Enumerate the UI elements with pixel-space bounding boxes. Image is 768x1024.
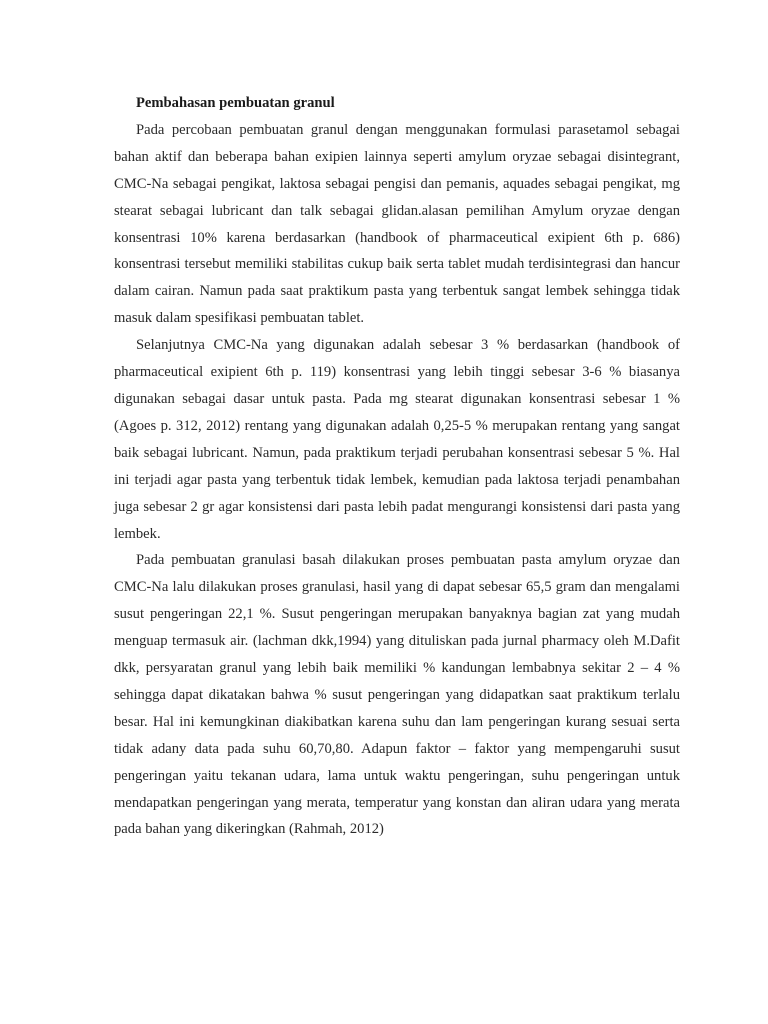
- section-heading: Pembahasan pembuatan granul: [136, 95, 335, 111]
- paragraph-1: Pada percobaan pembuatan granul dengan menggunakan formulasi parasetamol sebagai bahan aktif dan beberapa bahan exipien lainnya seperti amylum oryzae sebagai disintegrant, CMC-Na sebagai pengikat, laktosa sebagai pengisi dan pemanis, aquades sebagai pengikat, mg stearat sebagai lubricant dan talk sebagai glidan.alasan pemilihan Amylum oryzae dengan konsentrasi 10% karena berdasarkan (handbook of pharmaceutical exipient 6th p. 686) konsentrasi tersebut memiliki stabilitas cukup baik serta tablet mudah terdisintegrasi dan hancur dalam cairan. Namun pada saat praktikum pasta yang terbentuk sangat lembek sehingga tidak masuk dalam spesifikasi pembuatan tablet.: [114, 121, 680, 327]
- paragraph-2: Selanjutnya CMC-Na yang digunakan adalah sebesar 3 % berdasarkan (handbook of pharmaceutical exipient 6th p. 119) konsentrasi yang lebih tinggi sebesar 3-6 % biasanya digunakan sebagai dasar untuk pasta. Pada mg stearat digunakan konsentrasi sebesar 1 % (Agoes p. 312, 2012) rentang yang digunakan adalah 0,25-5 % merupakan rentang yang sangat baik sebagai lubricant. Namun, pada praktikum terjadi perubahan konsentrasi sebesar 5 %. Hal ini terjadi agar pasta yang terbentuk tidak lembek, kemudian pada laktosa terjadi penambahan juga sebesar 2 gr agar konsistensi dari pasta lebih padat mengurangi konsistensi dari pasta yang lembek.: [114, 337, 680, 542]
- document-body: [114, 90, 680, 843]
- paragraph-3: Pada pembuatan granulasi basah dilakukan proses pembuatan pasta amylum oryzae dan CMC-Na lalu dilakukan proses granulasi, hasil yang di dapat sebesar 65,5 gram dan mengalami susut pengeringan 22,1 %. Susut pengeringan merupakan banyaknya bagian zat yang mudah menguap termasuk air. (lachman dkk,1994) yang dituliskan pada jurnal pharmacy oleh M.Dafit dkk, persyaratan granul yang lebih baik memiliki % kandungan lembabnya sekitar 2 – 4 % sehingga dapat dikatakan bahwa % susut pengeringan yang didapatkan saat praktikum terlalu besar. Hal ini kemungkinan diakibatkan karena suhu dan lam pengeringan kurang sesuai serta tidak adany data pada suhu 60,70,80. Adapun faktor – faktor yang mempengaruhi susut pengeringan yaitu tekanan udara, lama untuk waktu pengeringan, suhu pengeringan untuk mendapatkan pengeringan yang merata, temperatur yang konstan dan aliran udara yang merata pada bahan yang dikeringkan (Rahmah, 2012): [114, 552, 680, 838]
